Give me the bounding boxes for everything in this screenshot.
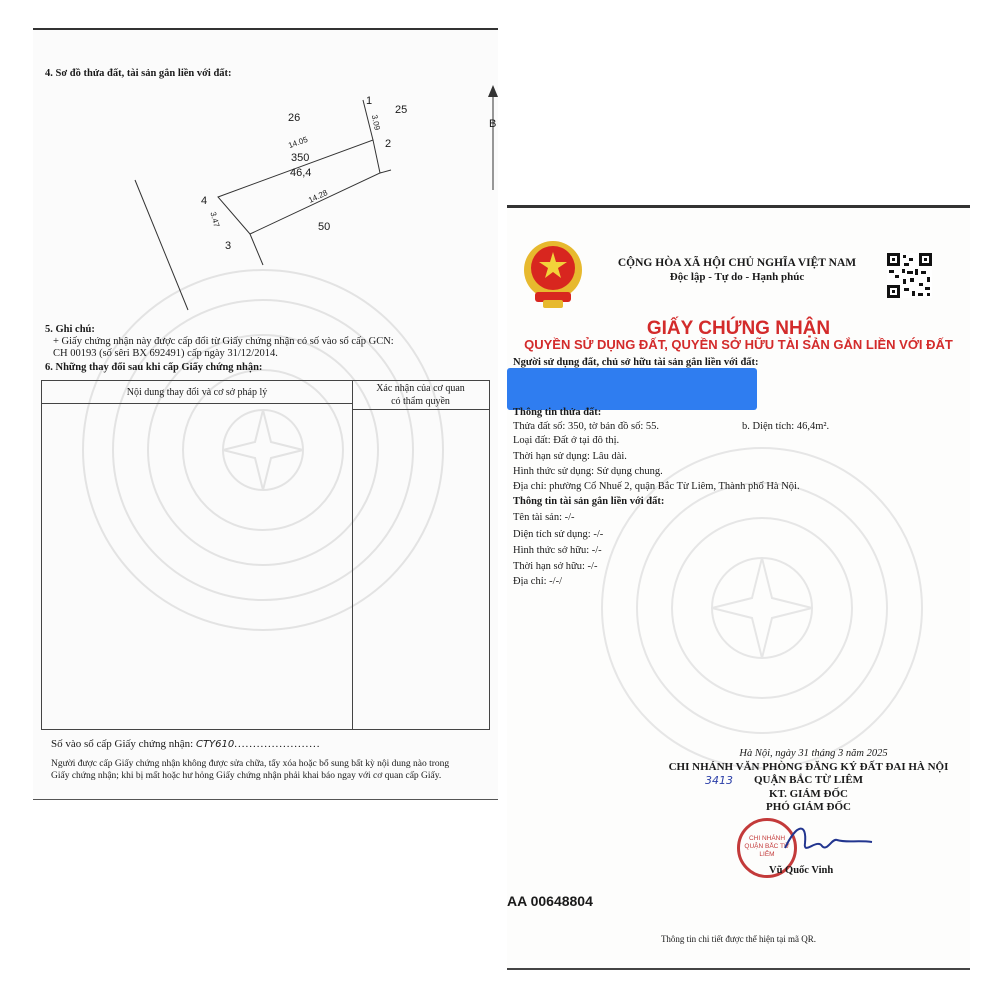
parcel-neighbor-50: 50: [318, 221, 331, 233]
certificate-back-page: [33, 28, 498, 800]
north-arrow-icon: [488, 85, 498, 97]
signature-icon: [777, 818, 877, 863]
certificate-title: GIẤY CHỨNG NHẬN: [646, 318, 831, 339]
office-line-1: CHI NHÁNH VĂN PHÒNG ĐĂNG KÝ ĐẤT ĐAI HÀ NỘI: [668, 761, 949, 773]
stamp-text: CHI NHÁNH QUẬN BẮC TỪ LIÊM: [744, 835, 790, 858]
owner-label: Người sử dụng đất, chủ sở hữu tài sản gắn liền với đất:: [513, 357, 759, 368]
table-column-divider: [352, 381, 353, 729]
edge-length-right: 3.09: [369, 113, 382, 132]
table-header-rule-right: [352, 409, 489, 410]
parcel-area: 46,4: [290, 167, 312, 179]
section-4-title: 4. Sơ đồ thửa đất, tài sản gắn liền với đất:: [45, 68, 232, 79]
national-title: CỘNG HÒA XÃ HỘI CHỦ NGHĨA VIỆT NAM: [617, 257, 857, 269]
use-form: Hình thức sử dụng: Sử dụng chung.: [513, 466, 663, 477]
issue-date: Hà Nội, ngày 31 tháng 3 năm 2025: [739, 748, 888, 759]
asset-address: Địa chỉ: -/-/: [513, 576, 562, 587]
point-3: 3: [225, 240, 232, 252]
asset-info-title: Thông tin tài sản gắn liền với đất:: [513, 496, 665, 507]
signer-name: Vũ Quốc Vinh: [769, 865, 834, 876]
table-header-changes: Nội dung thay đổi và cơ sở pháp lý: [126, 387, 268, 398]
note-line-2: CH 00193 (số sêri BX 692491) cấp ngày 31/12/2014.: [53, 348, 278, 359]
national-motto: Độc lập - Tự do - Hạnh phúc: [669, 271, 805, 283]
qr-note: Thông tin chi tiết được thể hiện tại mã QR.: [660, 934, 817, 944]
land-type: Loại đất: Đất ở tại đô thị.: [513, 435, 620, 446]
edge-length-bottom: 14.28: [307, 188, 329, 205]
note-line-1: + Giấy chứng nhận này được cấp đổi từ Giấy chứng nhận có số vào sổ cấp GCN:: [53, 336, 394, 347]
point-1: 1: [366, 95, 373, 107]
section-6-title: 6. Những thay đổi sau khi cấp Giấy chứng nhận:: [45, 362, 263, 373]
parcel-line: Thửa đất số: 350, tờ bản đồ số: 55.: [513, 421, 659, 432]
point-4: 4: [201, 195, 208, 207]
edge-length-left: 3.47: [208, 210, 222, 229]
parcel-neighbor-25: 25: [395, 104, 408, 116]
signer-title-1: KT. GIÁM ĐỐC: [769, 788, 848, 800]
asset-form: Hình thức sở hữu: -/-: [513, 545, 602, 556]
asset-name: Tên tài sản: -/-: [513, 512, 575, 523]
national-emblem-icon: [521, 238, 585, 310]
parcel-number: 350: [291, 152, 310, 164]
boundary-line-bottom: [250, 234, 263, 265]
serial-number: AA 00648804: [507, 893, 593, 909]
boundary-line-left: [135, 180, 188, 310]
asset-area: Diện tích sử dụng: -/-: [513, 529, 604, 540]
office-line-2: QUẬN BẮC TỪ LIÊM: [753, 774, 864, 786]
parcel-neighbor-26: 26: [288, 112, 301, 124]
asset-term: Thời hạn sở hữu: -/-: [513, 561, 598, 572]
registry-value: CTY610: [195, 739, 235, 750]
area-line: b. Diện tích: 46,4m².: [742, 421, 830, 432]
qr-code-icon[interactable]: [887, 253, 932, 298]
table-header-rule-left: [42, 403, 352, 404]
use-term: Thời hạn sử dụng: Lâu dài.: [513, 451, 627, 462]
edge-length-top: 14.05: [287, 134, 309, 151]
parcel-address: Địa chỉ: phường Cổ Nhuế 2, quận Bắc Từ Liêm, Thành phố Hà Nội.: [513, 481, 800, 492]
changes-table: [41, 380, 490, 730]
table-header-confirm-line2: có thẩm quyền: [391, 396, 450, 407]
table-header-confirm-line1: Xác nhận của cơ quan: [376, 383, 465, 394]
parcel-map: [123, 85, 503, 335]
owner-redaction: [507, 368, 757, 410]
north-label: B: [489, 118, 497, 130]
section-5-title: 5. Ghi chú:: [45, 324, 95, 335]
signer-title-2: PHÓ GIÁM ĐỐC: [766, 801, 851, 813]
certificate-front-page: [507, 205, 970, 970]
land-info-title: Thông tin thửa đất:: [513, 407, 602, 418]
certificate-subtitle: QUYỀN SỬ DỤNG ĐẤT, QUYỀN SỞ HỮU TÀI SẢN GẮN LIỀN VỚI ĐẤT: [524, 337, 953, 352]
point-2: 2: [385, 138, 392, 150]
registry-label-text: Số vào sổ cấp Giấy chứng nhận:: [51, 738, 194, 750]
warning-line-1: Người được cấp Giấy chứng nhận không được sửa chữa, tẩy xóa hoặc bổ sung bất kỳ nội dung nào trong: [51, 759, 450, 769]
warning-line-2: Giấy chứng nhận; khi bị mất hoặc hư hỏng Giấy chứng nhận phải khai báo ngay với cơ quan cấp Giấy.: [51, 771, 442, 781]
boundary-tick: [380, 170, 391, 173]
registry-label: Số vào sổ cấp Giấy chứng nhận: CTY610.......................: [51, 738, 321, 750]
office-code: 3413: [705, 774, 733, 787]
